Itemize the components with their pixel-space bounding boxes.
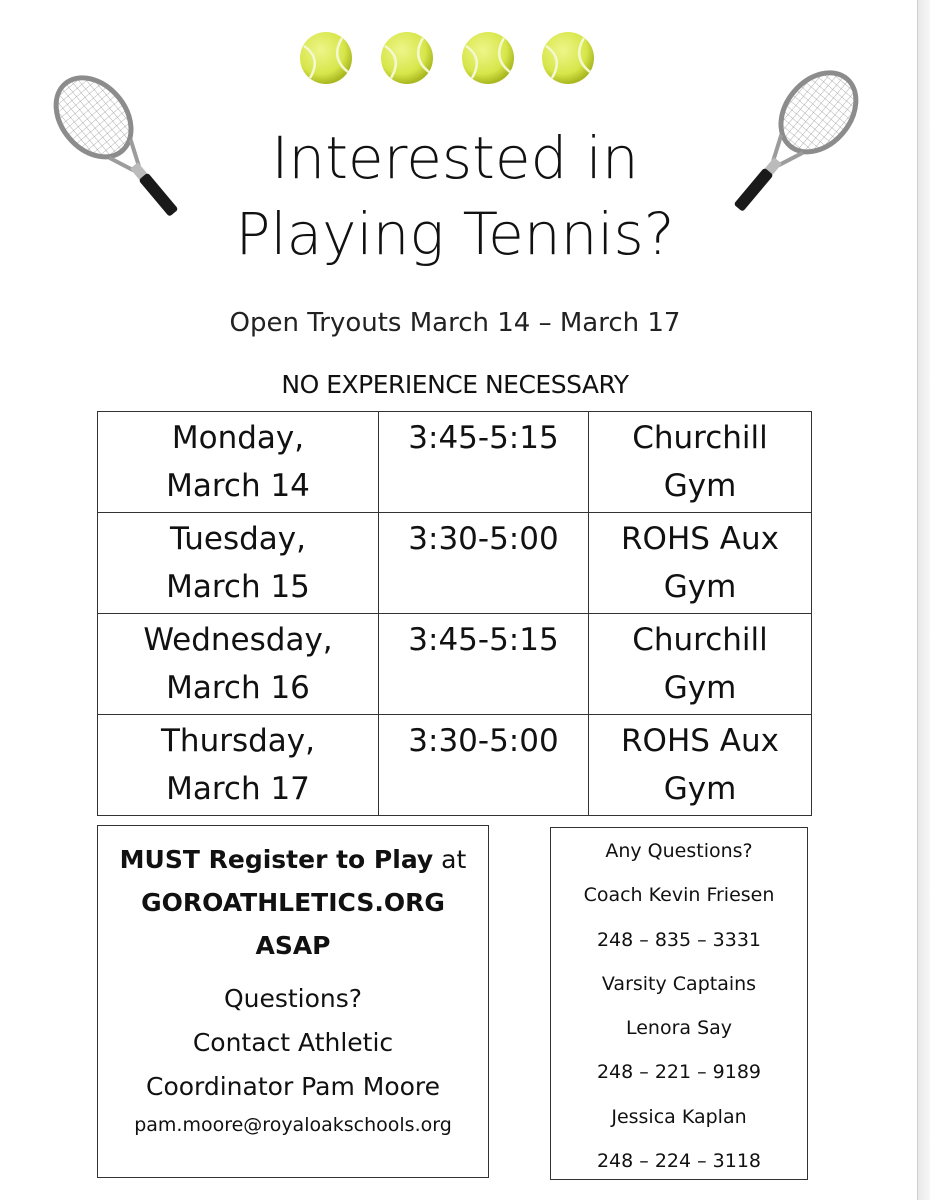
must-register: MUST Register to Play xyxy=(119,845,434,874)
table-row xyxy=(98,715,812,816)
schedule-location: Churchill Gym xyxy=(589,412,812,513)
captains-heading: Varsity Captains xyxy=(601,972,757,995)
register-site xyxy=(98,881,488,924)
captain-1-phone: 248 – 221 – 9189 xyxy=(596,1061,762,1084)
title-line-2: Playing Tennis? xyxy=(235,200,675,268)
no-experience-notice: NO EXPERIENCE NECESSARY xyxy=(281,370,629,399)
contacts-heading: Any Questions? xyxy=(605,840,753,862)
schedule-time: 3:30-5:00 xyxy=(379,513,589,614)
schedule-location: ROHS Aux Gym xyxy=(589,715,812,816)
captain-2-name: Jessica Kaplan xyxy=(611,1105,747,1128)
title-line-1: Interested in xyxy=(271,124,639,192)
contact-coordinator-text: Questions? Contact Athletic Coordinator Pam Moore xyxy=(145,984,441,1101)
page-title xyxy=(130,120,780,272)
tennis-ball-icon xyxy=(540,30,596,86)
schedule-time: 3:45-5:15 xyxy=(379,412,589,513)
schedule-location: ROHS Aux Gym xyxy=(589,513,812,614)
schedule-day: Thursday, March 17 xyxy=(98,715,379,816)
table-row xyxy=(98,614,812,715)
table-row xyxy=(98,513,812,614)
schedule-time: 3:45-5:15 xyxy=(379,614,589,715)
coordinator-email[interactable]: pam.moore@royaloakschools.org xyxy=(134,1114,452,1136)
schedule-location: Churchill Gym xyxy=(589,614,812,715)
schedule-table xyxy=(97,411,812,816)
register-asap xyxy=(98,924,488,967)
tryout-dates: Open Tryouts March 14 – March 17 xyxy=(229,308,681,338)
schedule-day: Wednesday, March 16 xyxy=(98,614,379,715)
register-asap-text: ASAP xyxy=(255,931,331,960)
schedule-time: 3:30-5:00 xyxy=(379,715,589,816)
page-edge xyxy=(918,0,930,1200)
schedule-day: Tuesday, March 15 xyxy=(98,513,379,614)
register-line xyxy=(98,838,488,881)
table-row xyxy=(98,412,812,513)
schedule-day: Monday, March 14 xyxy=(98,412,379,513)
register-at: at xyxy=(433,845,467,874)
coach-name: Coach Kevin Friesen xyxy=(583,884,775,907)
tennis-ball-icon xyxy=(460,30,516,86)
tennis-ball-icon xyxy=(298,30,354,86)
tennis-ball-icon xyxy=(379,30,435,86)
registration-box xyxy=(97,825,489,1178)
registration-text xyxy=(98,838,488,967)
captain-1-name: Lenora Say xyxy=(625,1017,733,1040)
captain-2-phone: 248 – 224 – 3118 xyxy=(596,1150,762,1173)
contacts-box xyxy=(550,827,808,1180)
register-site-text: GOROATHLETICS.ORG xyxy=(141,888,445,917)
coach-phone: 248 – 835 – 3331 xyxy=(596,928,762,951)
